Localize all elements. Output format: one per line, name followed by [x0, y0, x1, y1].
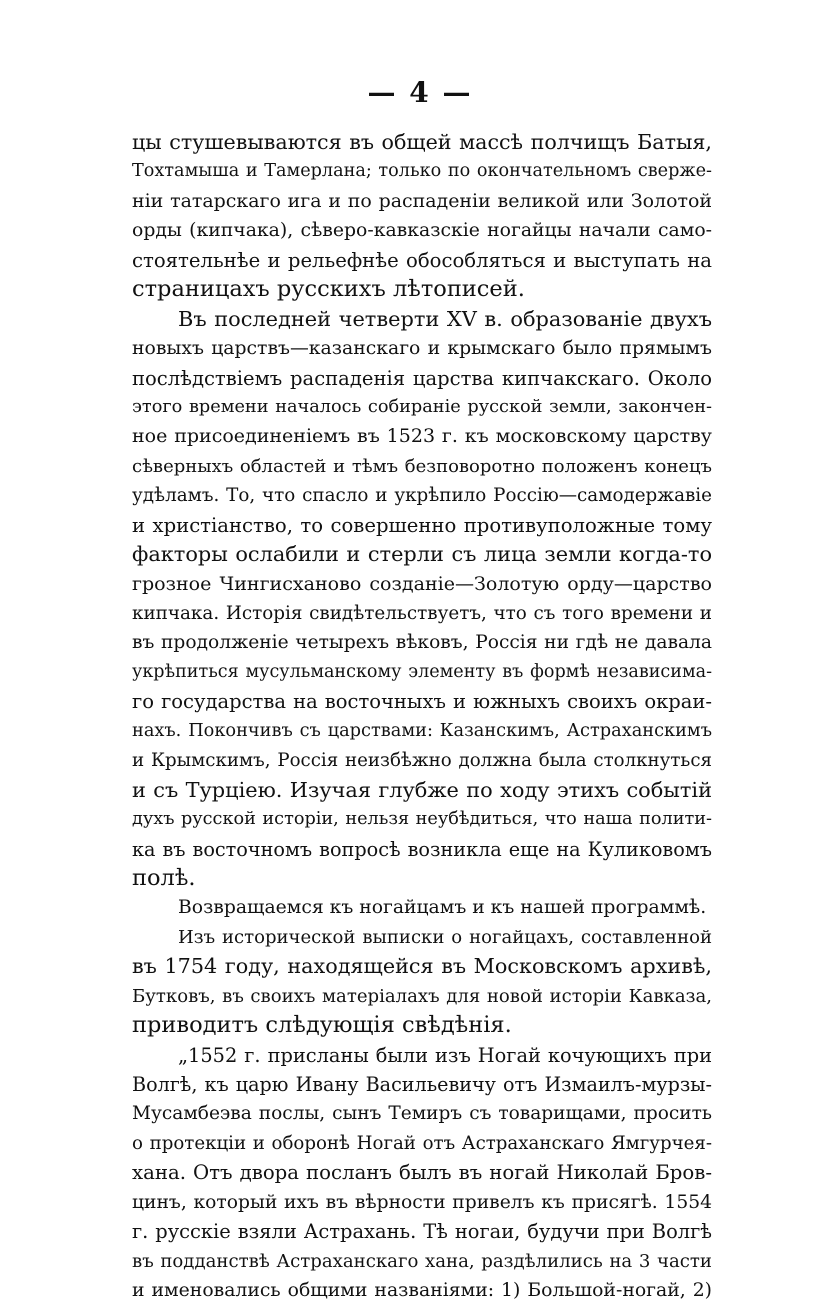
text-line: въ продолженiе четырехъ вѣковъ, Россiя ни гдѣ не давала — [132, 632, 712, 654]
text-line: г. русскiе взяли Астрахань. Тѣ ногаи, будучи при Волгѣ — [132, 1220, 712, 1244]
text-line: го государства на восточныхъ и южныхъ своихъ окраи- — [132, 690, 712, 714]
text-line: новыхъ царствъ—казанскаго и крымскаго было прямымъ — [132, 338, 712, 360]
body-text — [132, 128, 712, 1306]
text-line: о протекцiи и оборонѣ Ногай отъ Астраханскаго Ямгурчея- — [132, 1132, 712, 1154]
page-number: — 4 — — [367, 76, 473, 109]
text-line: страницахъ русскихъ лѣтописей. — [132, 276, 525, 303]
text-line: Волгѣ, къ царю Ивану Васильевичу отъ Измаилъ-мурзы- — [132, 1073, 712, 1096]
text-line: духъ русской исторiи, нельзя неубѣдиться, что наша полити- — [132, 809, 712, 830]
text-line: Возвращаемся къ ногайцамъ и къ нашей программѣ. — [178, 897, 707, 919]
text-line: кипчака. Исторiя свидѣтельствуетъ, что съ того времени и — [132, 603, 712, 624]
text-line: орды (кипчака), сѣверо-кавказскiе ногайцы начали само- — [132, 220, 712, 242]
text-line: Тохтамыша и Тамерлана; только по окончательномъ сверже- — [132, 161, 712, 182]
text-line: послѣдствiемъ распаденiя царства кипчакскаго. Около — [132, 366, 712, 390]
text-line: въ подданствѣ Астраханскаго хана, раздѣлились на 3 части — [132, 1250, 712, 1272]
text-line: и именовались общими названiями: 1) Большой-ногай, 2) — [132, 1280, 712, 1302]
text-line: ное присоединенiемъ въ 1523 г. къ московскому царству — [132, 425, 712, 448]
text-line: Въ последней четверти XV в. образованiе двухъ — [178, 306, 712, 331]
text-line: цинъ, который ихъ въ вѣрности привелъ къ присягѣ. 1554 — [132, 1191, 712, 1213]
text-line: этого времени началось собиранiе русской земли, закончен- — [132, 396, 712, 417]
text-line: въ 1754 году, находящейся въ Московскомъ архивѣ, — [132, 954, 712, 979]
text-line: Бутковъ, въ своихъ матерiалахъ для новой исторiи Кавказа, — [132, 985, 712, 1007]
text-line: „1552 г. присланы были изъ Ногай кочующихъ при — [178, 1043, 712, 1067]
text-line: Мусамбеэва послы, сынъ Темиръ съ товарищами, просить — [132, 1103, 712, 1125]
text-line: укрѣпиться мусульманскому элементу въ формѣ независима- — [132, 661, 712, 682]
text-line: сѣверныхъ областей и тѣмъ безповоротно положенъ конецъ — [132, 455, 712, 477]
text-line: и съ Турцiею. Изучая глубже по ходу этихъ событiй — [132, 777, 712, 802]
text-line: цы стушевываются въ общей массѣ полчищъ Батыя, — [132, 130, 712, 154]
text-line: факторы ослабили и стерли съ лица земли когда-то — [132, 542, 712, 567]
text-line: полѣ. — [132, 864, 196, 891]
text-line: стоятельнѣе и рельефнѣе обособляться и выступать на — [132, 248, 712, 272]
text-line: нiи татарскаго ига и по распаденiи великой или Золотой — [132, 189, 712, 212]
text-line: нахъ. Покончивъ съ царствами: Казанскимъ, Астраханскимъ — [132, 720, 712, 741]
text-line: приводитъ слѣдующiя свѣдѣнiя. — [132, 1012, 512, 1039]
text-line: удѣламъ. То, что спасло и укрѣпило Россiю—самодержавiе — [132, 485, 712, 507]
text-line: и христiанство, то совершенно противуположные тому — [132, 513, 712, 537]
text-line: Изъ исторической выписки о ногайцахъ, составленной — [178, 926, 712, 948]
text-line: и Крымскимъ, Россiя неизбѣжно должна была столкнуться — [132, 750, 712, 772]
text-line: грозное Чингисханово созданiе—Золотую орду—царство — [132, 572, 712, 595]
text-line: хана. Отъ двора посланъ былъ въ ногай Николай Бров- — [132, 1161, 712, 1185]
text-line: ка въ восточномъ вопросѣ возникла еще на Куликовомъ — [132, 837, 712, 861]
